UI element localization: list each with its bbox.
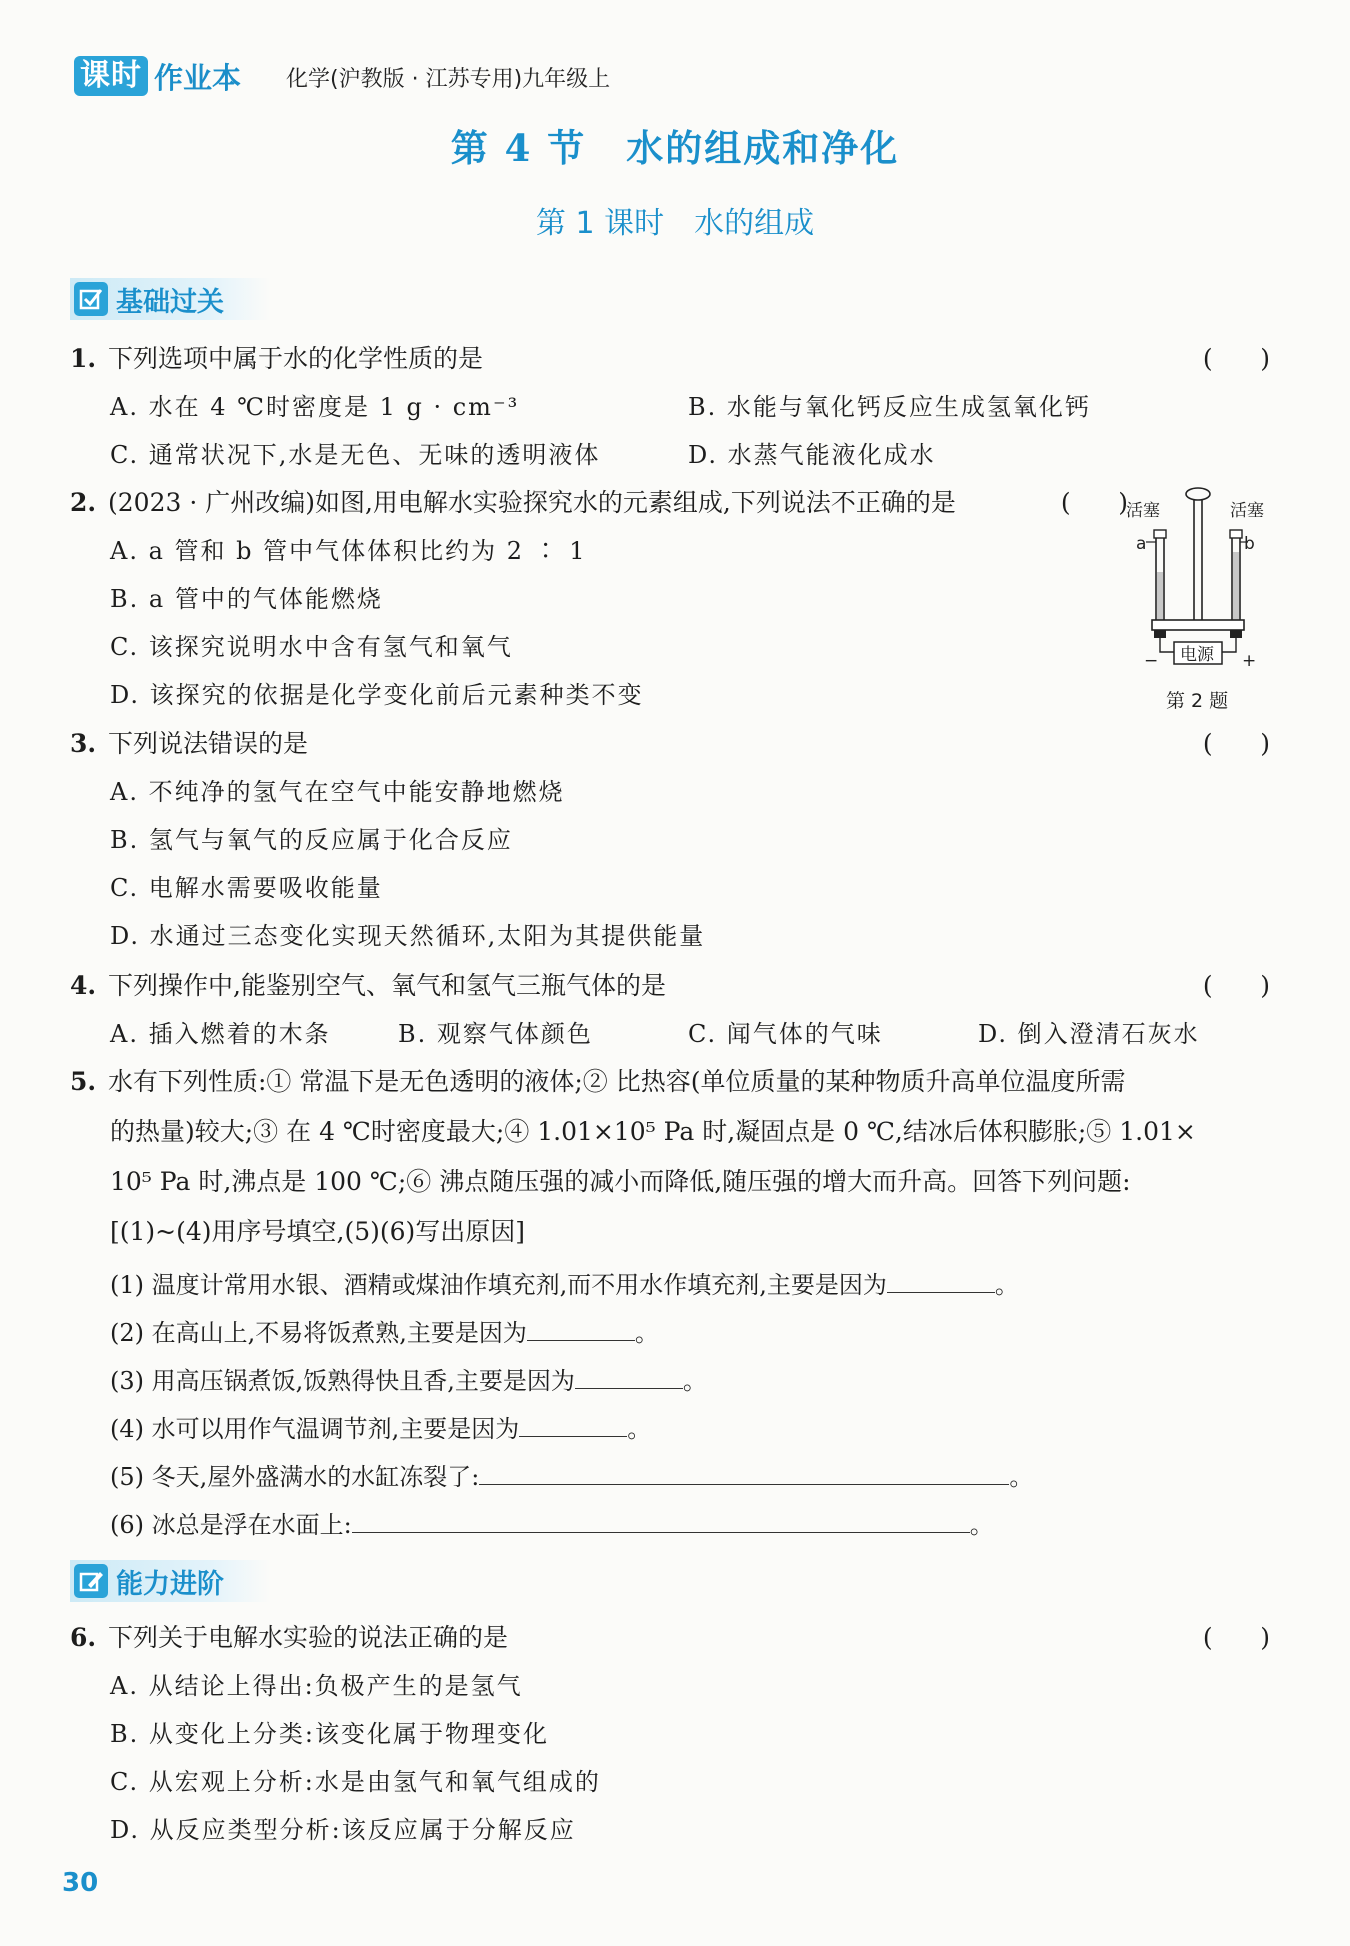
question-stem: 下列操作中,能鉴别空气、氧气和氢气三瓶气体的是: [108, 971, 666, 1000]
left-stopcock-label: 活塞: [1126, 501, 1160, 521]
tube-a-label: a: [1136, 534, 1147, 554]
q4-option-b: B. 观察气体颜色: [398, 1020, 593, 1048]
answer-blank[interactable]: [479, 1458, 1009, 1485]
question-stem: 下列关于电解水实验的说法正确的是: [108, 1623, 509, 1652]
period: 。: [627, 1415, 652, 1443]
section-title: [0, 118, 1350, 172]
figure-caption: 第 2 题: [1166, 690, 1229, 712]
sub-question-text: (6) 冰总是浮在水面上:: [110, 1511, 352, 1539]
power-supply-label: 电源: [1180, 645, 1214, 665]
negative-terminal-label: −: [1144, 651, 1159, 671]
brand-name: 作业本: [154, 60, 242, 95]
q6-option-a: A. 从结论上得出:负极产生的是氢气: [110, 1672, 523, 1700]
answer-blank[interactable]: [352, 1506, 970, 1533]
period: 。: [1009, 1463, 1034, 1491]
answer-parentheses[interactable]: ( ): [1202, 971, 1270, 1000]
answer-blank[interactable]: [527, 1314, 635, 1341]
right-stopcock-label: 活塞: [1230, 501, 1264, 521]
q5-sub-2: [110, 1314, 659, 1349]
section-name: 水的组成和净化: [626, 126, 900, 170]
book-info: 化学(沪教版 · 江苏专用)九年级上: [286, 67, 611, 92]
q6-option-c: C. 从宏观上分析:水是由氢气和氧气组成的: [110, 1768, 601, 1796]
q4-option-c: C. 闻气体的气味: [688, 1020, 883, 1048]
question-5: [70, 1066, 1270, 1098]
q2-option-d: D. 该探究的依据是化学变化前后元素种类不变: [110, 681, 644, 709]
checkbox-icon: [74, 282, 108, 316]
question-stem-line-1: 水有下列性质:① 常温下是无色透明的液体;② 比热容(单位质量的某种物质升高单位温度所需: [108, 1067, 1126, 1096]
lesson-number: 第 1 课时: [535, 206, 665, 241]
brand: [74, 55, 241, 97]
q6-option-b: B. 从变化上分类:该变化属于物理变化: [110, 1720, 549, 1748]
electrolysis-apparatus-figure: [1118, 482, 1278, 682]
answer-parentheses[interactable]: ( ): [1060, 488, 1128, 517]
answer-parentheses[interactable]: ( ): [1202, 729, 1270, 758]
question-stem: (2023 · 广州改编)如图,用电解水实验探究水的元素组成,下列说法不正确的是: [108, 488, 956, 517]
q6-option-d: D. 从反应类型分析:该反应属于分解反应: [110, 1816, 576, 1844]
question-number: 3.: [70, 729, 97, 758]
advanced-heading-label: 能力进阶: [116, 1568, 224, 1600]
q5-sub-5: [110, 1458, 1033, 1493]
answer-blank[interactable]: [887, 1266, 995, 1293]
q4-option-a: A. 插入燃着的木条: [110, 1020, 331, 1048]
period: 。: [969, 1511, 994, 1539]
sub-question-text: (4) 水可以用作气温调节剂,主要是因为: [110, 1415, 520, 1443]
q5-sub-3: [110, 1362, 707, 1397]
question-number: 1.: [70, 344, 97, 373]
q1-option-b: B. 水能与氧化钙反应生成氢氧化钙: [688, 393, 1091, 421]
question-3: [70, 728, 1270, 760]
period: 。: [682, 1367, 707, 1395]
question-stem: 下列选项中属于水的化学性质的是: [108, 344, 484, 373]
question-number: 5.: [70, 1067, 97, 1096]
period: 。: [994, 1271, 1019, 1299]
q2-option-a: A. a 管和 b 管中气体体积比约为 2 ∶ 1: [110, 537, 587, 565]
question-4: [70, 970, 1270, 1002]
tube-b-label: b: [1244, 534, 1255, 554]
q5-sub-6: [110, 1506, 994, 1541]
question-1: [70, 343, 1270, 375]
q1-option-a: A. 水在 4 ℃时密度是 1 g · cm⁻³: [110, 393, 520, 421]
period: 。: [634, 1319, 659, 1347]
q5-instruction: [(1)~(4)用序号填空,(5)(6)写出原因]: [110, 1217, 526, 1246]
section-number: 第 4 节: [450, 126, 587, 170]
basics-heading: [70, 278, 270, 320]
q5-sub-1: [110, 1266, 1019, 1301]
question-number: 6.: [70, 1623, 97, 1652]
page-number: 30: [62, 1868, 99, 1898]
brand-logo: 课时: [74, 56, 148, 96]
sub-question-text: (3) 用高压锅煮饭,饭熟得快且香,主要是因为: [110, 1367, 575, 1395]
q1-option-d: D. 水蒸气能液化成水: [688, 441, 936, 469]
q4-option-d: D. 倒入澄清石灰水: [978, 1020, 1200, 1048]
question-number: 4.: [70, 971, 97, 1000]
advanced-heading: [70, 1560, 270, 1602]
answer-parentheses[interactable]: ( ): [1202, 1623, 1270, 1652]
q3-option-a: A. 不纯净的氢气在空气中能安静地燃烧: [110, 778, 565, 806]
answer-parentheses[interactable]: ( ): [1202, 344, 1270, 373]
question-6: [70, 1622, 1270, 1654]
q5-stem-line-2: 的热量)较大;③ 在 4 ℃时密度最大;④ 1.01×10⁵ Pa 时,凝固点是 0 ℃,结冰后体积膨胀;⑤ 1.01×: [110, 1117, 1196, 1146]
q5-stem-line-3: 10⁵ Pa 时,沸点是 100 ℃;⑥ 沸点随压强的减小而降低,随压强的增大而升高。回答下列问题:: [110, 1167, 1131, 1196]
pencil-icon: [74, 1564, 108, 1598]
q2-option-c: C. 该探究说明水中含有氢气和氧气: [110, 633, 513, 661]
q3-option-c: C. 电解水需要吸收能量: [110, 874, 383, 902]
q2-option-b: B. a 管中的气体能燃烧: [110, 585, 383, 613]
q3-option-b: B. 氢气与氧气的反应属于化合反应: [110, 826, 513, 854]
question-2: [70, 487, 1128, 519]
sub-question-text: (2) 在高山上,不易将饭煮熟,主要是因为: [110, 1319, 527, 1347]
positive-terminal-label: +: [1242, 651, 1257, 671]
q5-sub-4: [110, 1410, 651, 1445]
question-stem: 下列说法错误的是: [108, 729, 309, 758]
lesson-title: [0, 198, 1350, 242]
answer-blank[interactable]: [519, 1410, 627, 1437]
basics-heading-label: 基础过关: [116, 286, 224, 318]
lesson-name: 水的组成: [694, 206, 815, 241]
q1-option-c: C. 通常状况下,水是无色、无味的透明液体: [110, 441, 601, 469]
sub-question-text: (5) 冬天,屋外盛满水的水缸冻裂了:: [110, 1463, 480, 1491]
question-number: 2.: [70, 488, 97, 517]
answer-blank[interactable]: [575, 1362, 683, 1389]
sub-question-text: (1) 温度计常用水银、酒精或煤油作填充剂,而不用水作填充剂,主要是因为: [110, 1271, 887, 1299]
q3-option-d: D. 水通过三态变化实现天然循环,太阳为其提供能量: [110, 922, 706, 950]
